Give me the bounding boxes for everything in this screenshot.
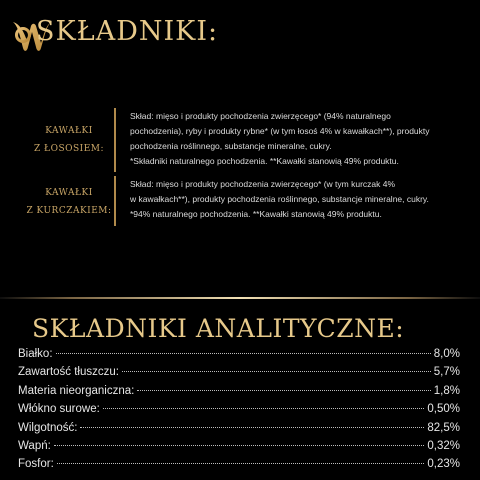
description-line: pochodzenia roślinnego, substancje mineralne, cukry.	[130, 141, 332, 151]
analytical-row-fat	[18, 363, 460, 381]
dot-leader	[57, 463, 425, 464]
row-name: Zawartość tłuszczu:	[18, 366, 119, 379]
gold-separator	[0, 297, 480, 299]
row-value: 1,8%	[433, 384, 460, 397]
row-name: Białko:	[18, 348, 53, 360]
dot-leader	[80, 427, 424, 428]
analytical-row-phosphorus	[18, 455, 460, 473]
analytical-row-protein	[18, 345, 460, 363]
row-name: Materia nieorganiczna:	[18, 384, 135, 397]
row-value: 0,50%	[427, 403, 460, 416]
analytical-title: SKŁADNIKI ANALITYCZNE:	[32, 314, 405, 343]
dot-leader	[103, 408, 425, 409]
row-name: Wapń:	[18, 439, 51, 452]
item-label-line1: KAWAŁKI	[45, 126, 93, 136]
item-label-chicken	[24, 184, 114, 220]
item-label-salmon	[24, 122, 114, 158]
item-divider	[114, 108, 116, 172]
row-name: Fosfor:	[18, 458, 54, 471]
row-value: 5,7%	[433, 366, 460, 379]
description-line: *94% naturalnego pochodzenia. **Kawałki stanowią 49% produktu.	[130, 209, 382, 219]
analytical-row-ash	[18, 382, 460, 400]
description-line: Skład: mięso i produkty pochodzenia zwierzęcego* (94% naturalnego	[130, 111, 391, 121]
item-label-line2: Z KURCZAKIEM:	[26, 206, 112, 216]
dot-leader	[56, 353, 431, 354]
description-line: w kawałkach**), produkty pochodzenia roślinnego, substancje mineralne, cukry.	[130, 194, 429, 204]
ingredients-title: SKŁADNIKI:	[36, 16, 219, 47]
analytical-row-moisture	[18, 419, 460, 437]
dot-leader	[137, 390, 430, 391]
description-line: pochodzenia), ryby i produkty rybne* (w tym łosoś 4% w kawałkach**), produkty	[130, 126, 430, 136]
analytical-row-fibre	[18, 400, 460, 418]
dot-leader	[122, 371, 431, 372]
analytical-row-calcium	[18, 437, 460, 455]
item-label-line2: Z ŁOSOSIEM:	[33, 144, 105, 154]
analytical-table	[18, 345, 460, 474]
description-line: Skład: mięso i produkty pochodzenia zwierzęcego* (w tym kurczak 4%	[130, 179, 396, 189]
item-description-salmon	[130, 109, 472, 169]
row-value: 82,5%	[427, 421, 460, 434]
item-label-line1: KAWAŁKI	[45, 188, 93, 198]
row-name: Wilgotność:	[18, 421, 78, 434]
dot-leader	[54, 445, 425, 446]
description-line: *Składniki naturalnego pochodzenia. **Kawałki stanowią 49% produktu.	[130, 156, 399, 166]
item-description-chicken	[130, 177, 472, 222]
row-value: 0,32%	[427, 439, 460, 452]
item-divider	[114, 176, 116, 226]
row-value: 0,23%	[427, 458, 460, 471]
row-name: Włókno surowe:	[18, 403, 100, 416]
row-value: 8,0%	[433, 348, 460, 360]
